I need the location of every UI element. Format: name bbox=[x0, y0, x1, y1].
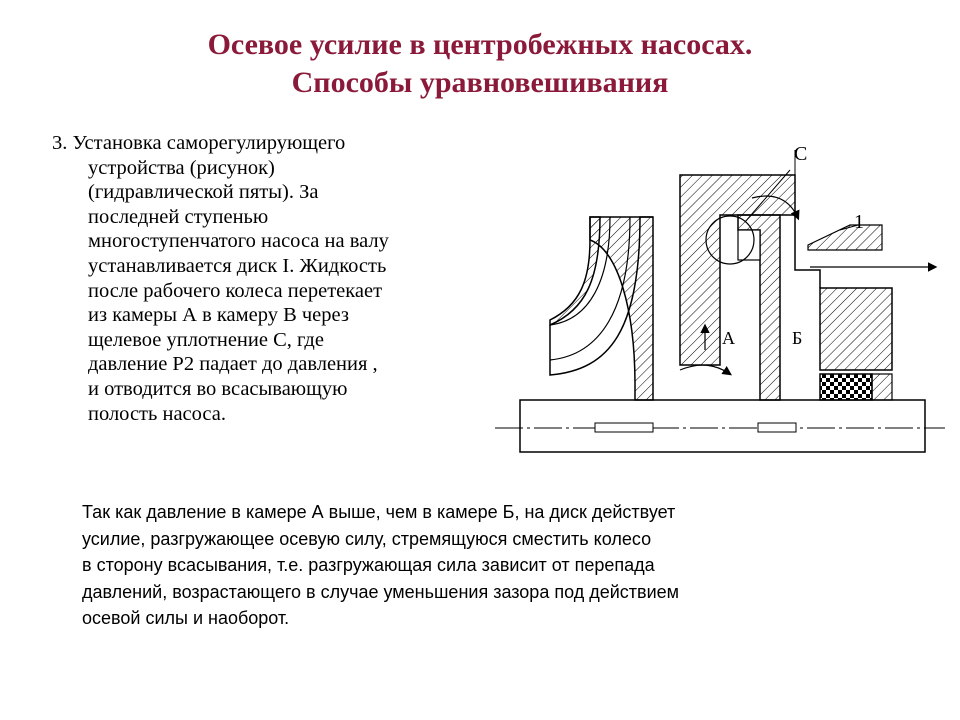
chamber-housing bbox=[820, 288, 892, 370]
text-line: усилие, разгружающее осевую силу, стремящуюся сместить колесо bbox=[82, 528, 652, 549]
text-line: последней ступенью bbox=[88, 205, 269, 228]
text-line: (гидравлической пяты). За bbox=[88, 181, 319, 204]
shaft-key-left bbox=[595, 423, 653, 432]
text-line: после рабочего колеса перетекает bbox=[88, 279, 383, 302]
text-line: и отводится во всасывающую bbox=[88, 377, 348, 400]
text-line: 3. Установка саморегулирующего bbox=[52, 132, 346, 154]
title-line-1: Осевое усилие в центробежных насосах. bbox=[207, 28, 753, 61]
outlet-edge bbox=[795, 215, 820, 288]
hydraulic-heel-diagram bbox=[490, 130, 950, 460]
text-line: давлений, возрастающего в случае уменьшения зазора под действием bbox=[82, 581, 680, 602]
text-line: в сторону всасывания, т.е. разгружающая сила зависит от перепада bbox=[82, 555, 655, 575]
shaft bbox=[520, 400, 925, 452]
impeller-front bbox=[550, 217, 600, 325]
flow-arrow-a bbox=[680, 365, 730, 374]
text-line: устанавливается диск I. Жидкость bbox=[88, 254, 387, 277]
slide-title bbox=[0, 26, 960, 102]
title-line-2: Способы уравновешивания bbox=[291, 66, 669, 99]
label-a: А bbox=[722, 328, 735, 348]
label-c: С bbox=[794, 143, 808, 165]
label-1: 1 bbox=[854, 211, 864, 233]
label-b: Б bbox=[792, 328, 803, 348]
text-line: из камеры А в камеру В через bbox=[88, 304, 349, 327]
seal-packing bbox=[820, 374, 872, 400]
seal-cover bbox=[872, 374, 892, 400]
shaft-key-right bbox=[758, 423, 796, 432]
text-line: осевой силы и наоборот. bbox=[82, 608, 290, 628]
text-line: многоступенчатого насоса на валу bbox=[88, 230, 389, 253]
text-line: устройства (рисунок) bbox=[88, 156, 275, 179]
description-paragraph bbox=[52, 131, 492, 426]
explanation-paragraph bbox=[82, 499, 902, 632]
text-line: Так как давление в камере А выше, чем в камере Б, на диск действует bbox=[82, 502, 676, 522]
text-line: давление Р2 падает до давления , bbox=[88, 353, 378, 376]
text-line: полость насоса. bbox=[88, 402, 226, 425]
text-line: щелевое уплотнение С, где bbox=[88, 328, 324, 351]
